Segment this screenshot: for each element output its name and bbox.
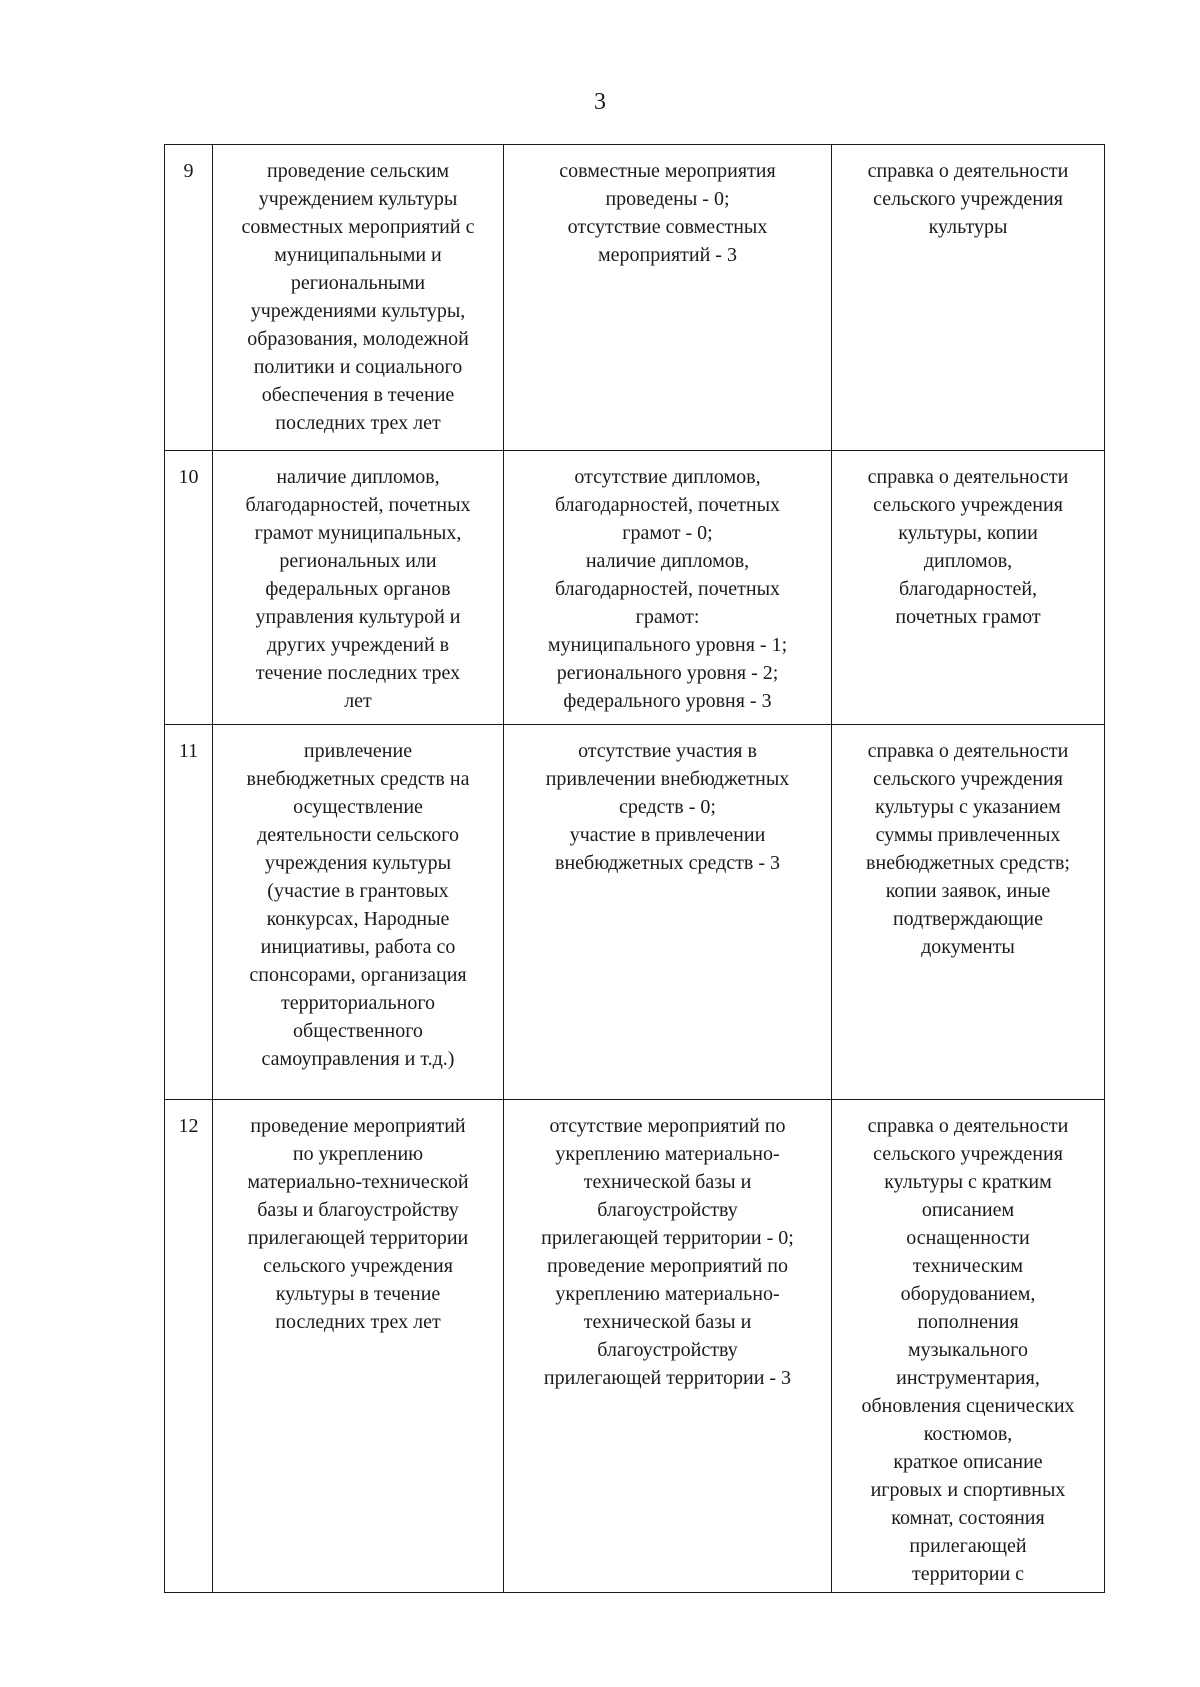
criterion-cell-line: последних трех лет [275, 1311, 441, 1333]
scoring-cell-line: прилегающей территории - 3 [543, 1367, 792, 1389]
criterion-cell [213, 725, 504, 1100]
scoring-cell-line: отсутствие участия в [578, 740, 757, 762]
document-cell-line: культуры с кратким [884, 1171, 1052, 1193]
scoring-cell-line: благоустройству [597, 1199, 738, 1221]
criterion-cell-line: спонсорами, организация [249, 964, 467, 986]
document-cell-line: культуры, копии [898, 522, 1038, 544]
document-cell [832, 1100, 1105, 1593]
criterion-cell-line: внебюджетных средств на [246, 768, 470, 790]
row-number: 12 [165, 1100, 213, 1593]
scoring-cell-line: федерального уровня - 3 [563, 690, 772, 712]
scoring-cell-line: регионального уровня - 2; [556, 662, 779, 684]
scoring-cell-line: участие в привлечении [569, 824, 766, 846]
criterion-cell [213, 451, 504, 725]
document-cell-line: обновления сценических [861, 1395, 1075, 1417]
criterion-cell-line: благодарностей, почетных [245, 494, 471, 516]
criterion-cell-line: территориального [280, 992, 436, 1014]
criterion-cell-line: (участие в грантовых [267, 880, 449, 902]
document-cell [832, 725, 1105, 1100]
page-number: 3 [594, 89, 606, 115]
criterion-cell-line: муниципальными и [274, 244, 442, 266]
document-cell-line: музыкального [908, 1339, 1028, 1361]
criterion-cell-line: инициативы, работа со [260, 936, 456, 958]
criterion-cell-line: самоуправления и т.д.) [261, 1048, 455, 1070]
criterion-cell [213, 145, 504, 451]
document-cell-line: подтверждающие [892, 908, 1044, 930]
document-cell-line: прилегающей [909, 1535, 1027, 1557]
document-cell-line: справка о деятельности [867, 160, 1069, 182]
document-cell-line: справка о деятельности [867, 466, 1069, 488]
document-cell-line: краткое описание [893, 1451, 1043, 1473]
scoring-cell-line: прилегающей территории - 0; [541, 1227, 794, 1249]
document-cell-line: сельского учреждения [873, 768, 1063, 790]
document-cell-line: оборудованием, [900, 1283, 1036, 1305]
scoring-cell-line: технической базы и [583, 1311, 752, 1333]
document-cell-line: игровых и спортивных [870, 1479, 1066, 1501]
document-cell-line: справка о деятельности [867, 1115, 1069, 1137]
criterion-cell-line: общественного [293, 1020, 423, 1042]
scoring-cell-line: средств - 0; [619, 796, 716, 818]
document-cell-line: инструментария, [896, 1367, 1040, 1389]
criterion-cell-line: по укреплению [292, 1143, 424, 1165]
document-cell-line: копии заявок, иные [885, 880, 1051, 902]
criterion-cell-line: лет [344, 690, 372, 712]
criterion-cell-line: учреждениями культуры, [250, 300, 466, 322]
scoring-cell [504, 451, 832, 725]
criterion-cell [213, 1100, 504, 1593]
document-cell-line: почетных грамот [895, 606, 1041, 628]
scoring-cell-line: совместные мероприятия [559, 160, 776, 182]
document-cell-line: справка о деятельности [867, 740, 1069, 762]
criterion-cell-line: региональных или [279, 550, 437, 572]
scoring-cell-line: благодарностей, почетных [554, 494, 781, 516]
document-cell-line: сельского учреждения [873, 494, 1063, 516]
document-cell-line: пополнения [917, 1311, 1019, 1333]
criterion-cell-line: проведение мероприятий [250, 1115, 466, 1137]
document-cell-line: суммы привлеченных [875, 824, 1061, 846]
criterion-cell-line: образования, молодежной [247, 328, 469, 350]
criterion-cell-line: сельского учреждения [263, 1255, 453, 1277]
document-cell-line: территории с [911, 1563, 1025, 1585]
document-cell [832, 145, 1105, 451]
criterion-cell-line: наличие дипломов, [276, 466, 440, 488]
scoring-cell-line: технической базы и [583, 1171, 752, 1193]
criterion-cell-line: последних трех лет [275, 412, 441, 434]
document-cell [832, 451, 1105, 725]
criterion-cell-line: привлечение [303, 740, 413, 762]
table-row [165, 145, 1105, 451]
scoring-cell-line: внебюджетных средств - 3 [555, 852, 780, 874]
criterion-cell-line: региональными [290, 272, 426, 294]
criterion-cell-line: политики и социального [253, 356, 463, 378]
criterion-cell-line: учреждения культуры [264, 852, 452, 874]
document-cell-line: техническим [912, 1255, 1024, 1277]
scoring-cell-line: грамот - 0; [622, 522, 713, 544]
scoring-cell-line: муниципального уровня - 1; [547, 634, 788, 656]
scoring-cell-line: мероприятий - 3 [598, 244, 737, 266]
document-cell-line: культуры [928, 216, 1008, 238]
document-cell-line: описанием [921, 1199, 1015, 1221]
criterion-cell-line: прилегающей территории [247, 1227, 469, 1249]
scoring-cell [504, 145, 832, 451]
scoring-cell [504, 1100, 832, 1593]
scoring-cell-line: проведение мероприятий по [547, 1255, 788, 1277]
criterion-cell-line: федеральных органов [265, 578, 451, 600]
document-cell-line: костюмов, [923, 1423, 1013, 1445]
criteria-table [164, 144, 1105, 1593]
criterion-cell-line: других учреждений в [266, 634, 450, 656]
document-cell-line: сельского учреждения [873, 1143, 1063, 1165]
row-number: 9 [165, 145, 213, 451]
scoring-cell-line: отсутствие мероприятий по [549, 1115, 786, 1137]
criterion-cell-line: деятельности сельского [257, 824, 459, 846]
criterion-cell-line: течение последних трех [255, 662, 461, 684]
scoring-cell-line: грамот: [635, 606, 700, 628]
row-number: 11 [165, 725, 213, 1100]
document-cell-line: внебюджетных средств; [866, 852, 1070, 874]
scoring-cell-line: проведены - 0; [605, 188, 730, 210]
document-cell-line: благодарностей, [898, 578, 1038, 600]
criterion-cell-line: базы и благоустройству [257, 1199, 459, 1221]
scoring-cell-line: укреплению материально- [555, 1283, 780, 1305]
criterion-cell-line: материально-технической [247, 1171, 469, 1193]
criterion-cell-line: осуществление [293, 796, 423, 818]
document-cell-line: культуры с указанием [875, 796, 1061, 818]
criterion-cell-line: обеспечения в течение [261, 384, 455, 406]
table-row [165, 1100, 1105, 1593]
document-cell-line: оснащенности [906, 1227, 1030, 1249]
row-number: 10 [165, 451, 213, 725]
criterion-cell-line: культуры в течение [275, 1283, 441, 1305]
criterion-cell-line: управления культурой и [255, 606, 461, 628]
criteria-table-body [165, 145, 1105, 1593]
scoring-cell [504, 725, 832, 1100]
scoring-cell-line: укреплению материально- [555, 1143, 780, 1165]
scoring-cell-line: привлечении внебюджетных [545, 768, 790, 790]
scoring-cell-line: отсутствие дипломов, [574, 466, 761, 488]
table-row [165, 451, 1105, 725]
criterion-cell-line: грамот муниципальных, [254, 522, 462, 544]
document-cell-line: сельского учреждения [873, 188, 1063, 210]
criterion-cell-line: конкурсах, Народные [266, 908, 450, 930]
scoring-cell-line: благодарностей, почетных [554, 578, 781, 600]
document-cell-line: дипломов, [923, 550, 1013, 572]
scoring-cell-line: благоустройству [597, 1339, 738, 1361]
scoring-cell-line: отсутствие совместных [567, 216, 768, 238]
criterion-cell-line: учреждением культуры [258, 188, 458, 210]
table-row [165, 725, 1105, 1100]
document-cell-line: комнат, состояния [891, 1507, 1045, 1529]
scoring-cell-line: наличие дипломов, [585, 550, 750, 572]
document-cell-line: документы [921, 936, 1015, 958]
criterion-cell-line: проведение сельским [266, 160, 450, 182]
criterion-cell-line: совместных мероприятий с [241, 216, 475, 238]
